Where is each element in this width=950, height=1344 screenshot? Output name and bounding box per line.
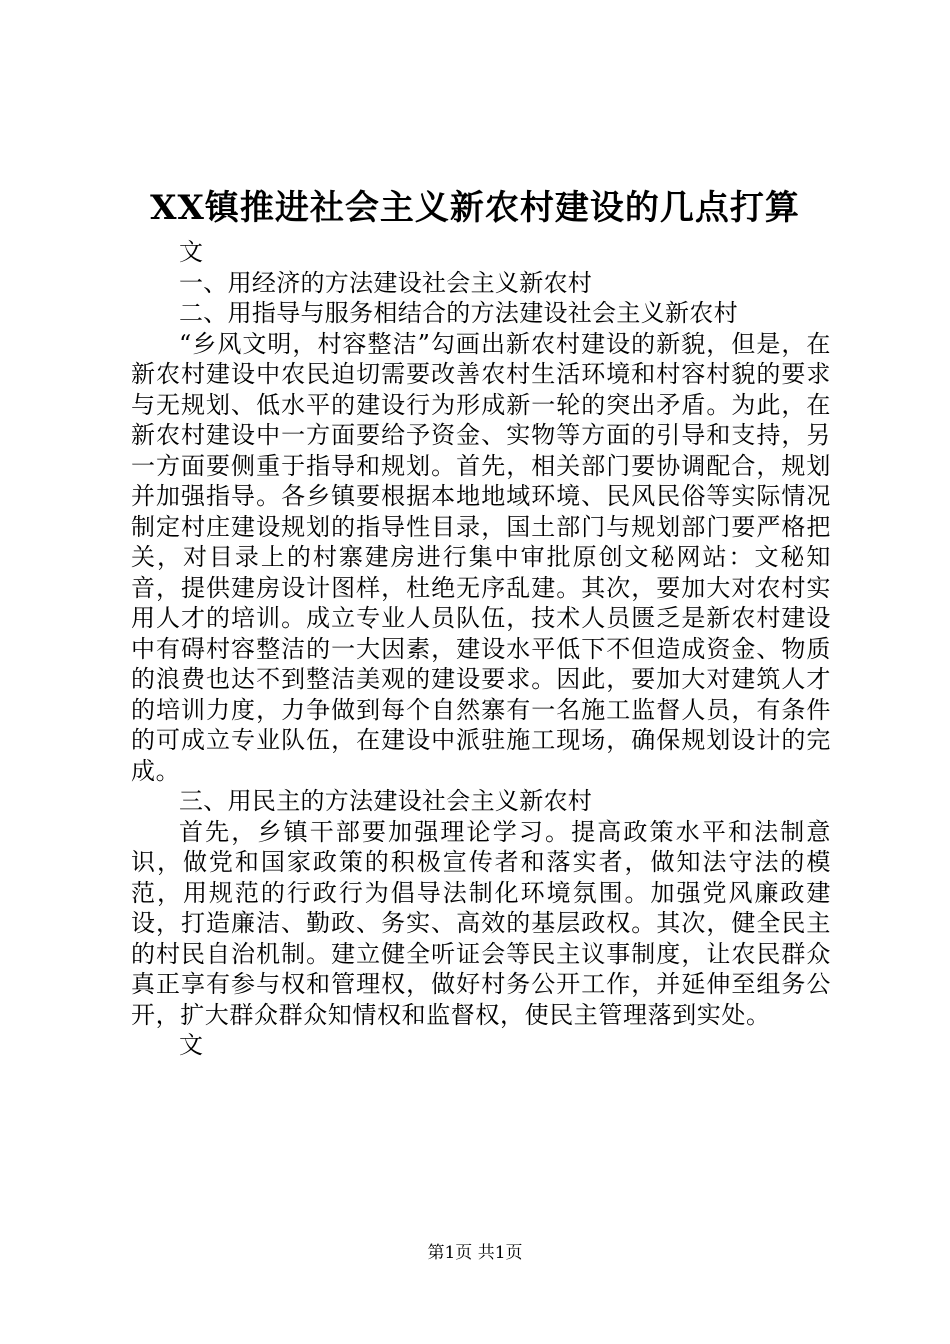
document-title: XX镇推进社会主义新农村建设的几点打算 xyxy=(150,188,800,228)
paragraph-text: “乡风文明，村容整洁”勾画出新农村建设的新貌，但是，在新农村建设中农民迫切需要改善农村生活环境和村容村貌的要求与无规划、低水平的建设行为形成新一轮的突出矛盾。为此，在新农村建设中一方面要给予资金、实物等方面的引导和支持，另一方面要侧重于指导和规划。首先，相关部门要协调配合，规划并加强指导。各乡镇要根据本地地域环境、民风民俗等实际情况制定村庄建设规划的指导性目录，国土部门与规划部门要严格把关，对目录上的村寨建房进行集中审批原创文秘网站：文秘知音，提供建房设计图样，杜绝无序乱建。其次，要加大对农村实用人才的培训。成立专业人员队伍，技术人员匮乏是新农村建设中有碍村容整洁的一大因素，建设水平低下不但造成资金、物质的浪费也达不到整洁美观的建设要求。因此，要加大对建筑人才的培训力度，力争做到每个自然寨有一名施工监督人员，有条件的可成立专业队伍，在建设中派驻施工现场，确保规划设计的完成。 xyxy=(131,329,831,785)
page-footer xyxy=(0,1241,950,1265)
page-total: 共1页 xyxy=(477,1243,523,1263)
paragraph-text: 文 xyxy=(179,238,204,266)
section-heading: 一、用经济的方法建设社会主义新农村 xyxy=(179,268,593,297)
page-number: 第1页 xyxy=(427,1243,473,1263)
section-heading: 三、用民主的方法建设社会主义新农村 xyxy=(179,787,593,815)
paragraph-text: 文 xyxy=(179,1031,204,1059)
paragraph-text: 首先，乡镇干部要加强理论学习。提高政策水平和法制意识，做党和国家政策的积极宣传者和落实者，做知法守法的模范，用规范的行政行为倡导法制化环境氛围。加强党风廉政建设，打造廉洁、勤政、务实、高效的基层政权。其次，健全民主的村民自治机制。建立健全听证会等民主议事制度，让农民群众真正享有参与权和管理权，做好村务公开工作，并延伸至组务公开，扩大群众群众知情权和监督权，使民主管理落到实处。 xyxy=(131,817,831,1029)
section-heading: 二、用指导与服务相结合的方法建设社会主义新农村 xyxy=(179,299,738,327)
document-body xyxy=(131,237,831,1061)
